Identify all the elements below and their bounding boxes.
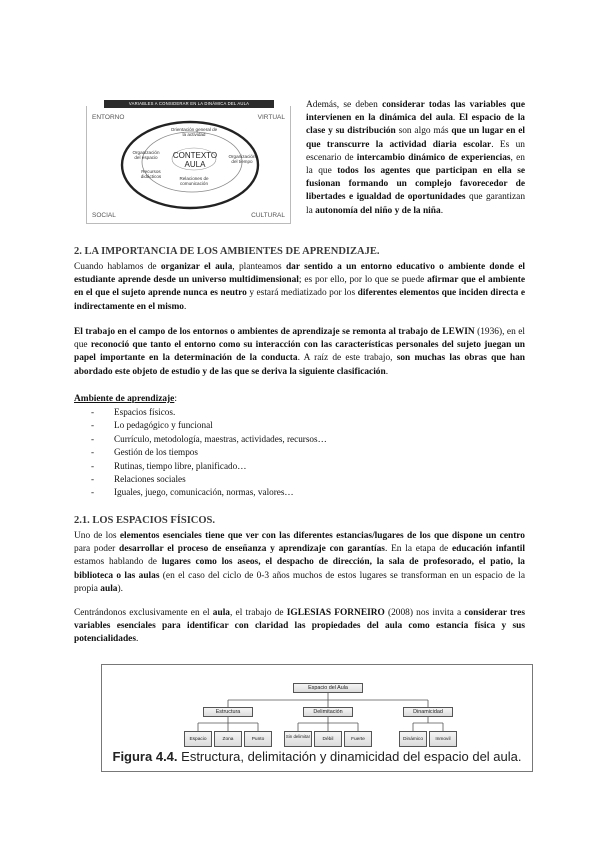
node-root: Espacio del Aula [293, 683, 363, 693]
leaf-punto: Punto [244, 731, 272, 747]
leaf-inmovil: Inmovil [429, 731, 457, 747]
label-recursos: Recursos didácticos [140, 169, 162, 180]
leaf-fuerte: Fuerte [344, 731, 372, 747]
section-2-1-heading: 2.1. LOS ESPACIOS FÍSICOS. [74, 515, 216, 526]
leaf-espacio: Espacio [184, 731, 212, 747]
center-label [172, 152, 218, 169]
list-item: - Lo pedagógico y funcional [91, 419, 511, 432]
list-title: Ambiente de aprendizaje: [74, 394, 177, 404]
node-dinamicidad: Dinamicidad [403, 707, 453, 717]
section-2-1-paragraph-1: Uno de los elementos esenciales tiene que ver con las diferentes estancias/lugares de los que dispone un centro para poder desarrollar el proceso de enseñanza y aprendizaje con garantías. En la etapa de educación infantil estamos hablando de lugares como los aseos, el despacho de dirección, la sala de profesorado, el patio, la biblioteca o las aulas (en el caso del ciclo de 0-3 años muchos de estos lugares se transforman en un espacio de la propia aula). [74, 531, 526, 594]
center-label-line2: AULA [184, 159, 206, 169]
label-org-tiempo: Organización del tiempo [228, 154, 256, 165]
center-label-line1: CONTEXTO [172, 151, 218, 160]
node-estructura: Estructura [203, 707, 253, 717]
intro-paragraph: Además, se deben considerar todas las variables que intervienen en la dinámica del aula. El espacio de la clase y su distribución son algo más que un lugar en el que transcurre la actividad diaria escolar. Es un escenario de intercambio dinámico de experiencias, en la que todos los agentes que participan en ella se fusionan formando un complejo favorecedor de libertades e igualdad de oportunidades que garantizan la autonomía del niño y de la niña. [306, 100, 526, 216]
aula-hierarchy-figure [101, 664, 533, 772]
list-item: - Espacios físicos. [91, 406, 511, 419]
label-orientacion: Orientación general de la actividad [170, 127, 218, 138]
list-item: - Currículo, metodología, maestras, actividades, recursos… [91, 433, 511, 446]
corner-cultural: CULTURAL [251, 212, 285, 219]
section-2-1-paragraph-2: Centrándonos exclusivamente en el aula, el trabajo de IGLESIAS FORNEIRO (2008) nos invita a considerar tres variables esenciales para identificar con claridad las propiedades del aula como estancia física y sus potencialidades. [74, 608, 525, 645]
figure-caption: Figura 4.4. Estructura, delimitación y dinamicidad del espacio del aula. [112, 749, 522, 764]
node-delimitacion: Delimitación [303, 707, 353, 717]
label-relaciones: Relaciones de comunicación [179, 176, 209, 187]
section-2-paragraph-1: Cuando hablamos de organizar el aula, planteamos dar sentido a un entorno educativo o ambiente donde el estudiante aprende desde un universo multidimensional; es por ello, por lo que se puede afirmar que el ambiente en el que el sujeto aprende nunca es neutro y estará mediatizado por los diferentes elementos que inciden directa e indirectamente en el mismo. [74, 262, 525, 312]
ambiente-list [91, 406, 511, 500]
corner-virtual: VIRTUAL [257, 114, 285, 121]
section-2-heading: 2. LA IMPORTANCIA DE LOS AMBIENTES DE APRENDIZAJE. [74, 246, 380, 257]
leaf-dinamico: Dinámico [399, 731, 427, 747]
variables-diagram [86, 100, 291, 225]
list-item: - Rutinas, tiempo libre, planificado… [91, 460, 511, 473]
list-item: - Relaciones sociales [91, 473, 511, 486]
leaf-sin-delimitar: Sin delimitar [284, 731, 312, 747]
leaf-zona: Zona [214, 731, 242, 747]
label-org-espacio: Organización del espacio [132, 150, 160, 161]
corner-entorno: ENTORNO [92, 114, 125, 121]
section-2-paragraph-2: El trabajo en el campo de los entornos o ambientes de aprendizaje se remonta al trabajo de LEWIN (1936), en el que reconoció que tanto el entorno como su interacción con las características personales del sujeto juegan un papel importante en la determinación de la conducta. A raíz de este trabajo, son muchas las obras que han abordado este objeto de estudio y de las que se deriva la siguiente clasificación. [74, 327, 526, 377]
list-item: - Gestión de los tiempos [91, 446, 511, 459]
leaf-debil: Débil [314, 731, 342, 747]
list-item: - Iguales, juego, comunicación, normas, valores… [91, 486, 511, 499]
corner-social: SOCIAL [92, 212, 116, 219]
diagram-banner: VARIABLES A CONSIDERAR EN LA DINÁMICA DEL AULA [104, 100, 274, 108]
